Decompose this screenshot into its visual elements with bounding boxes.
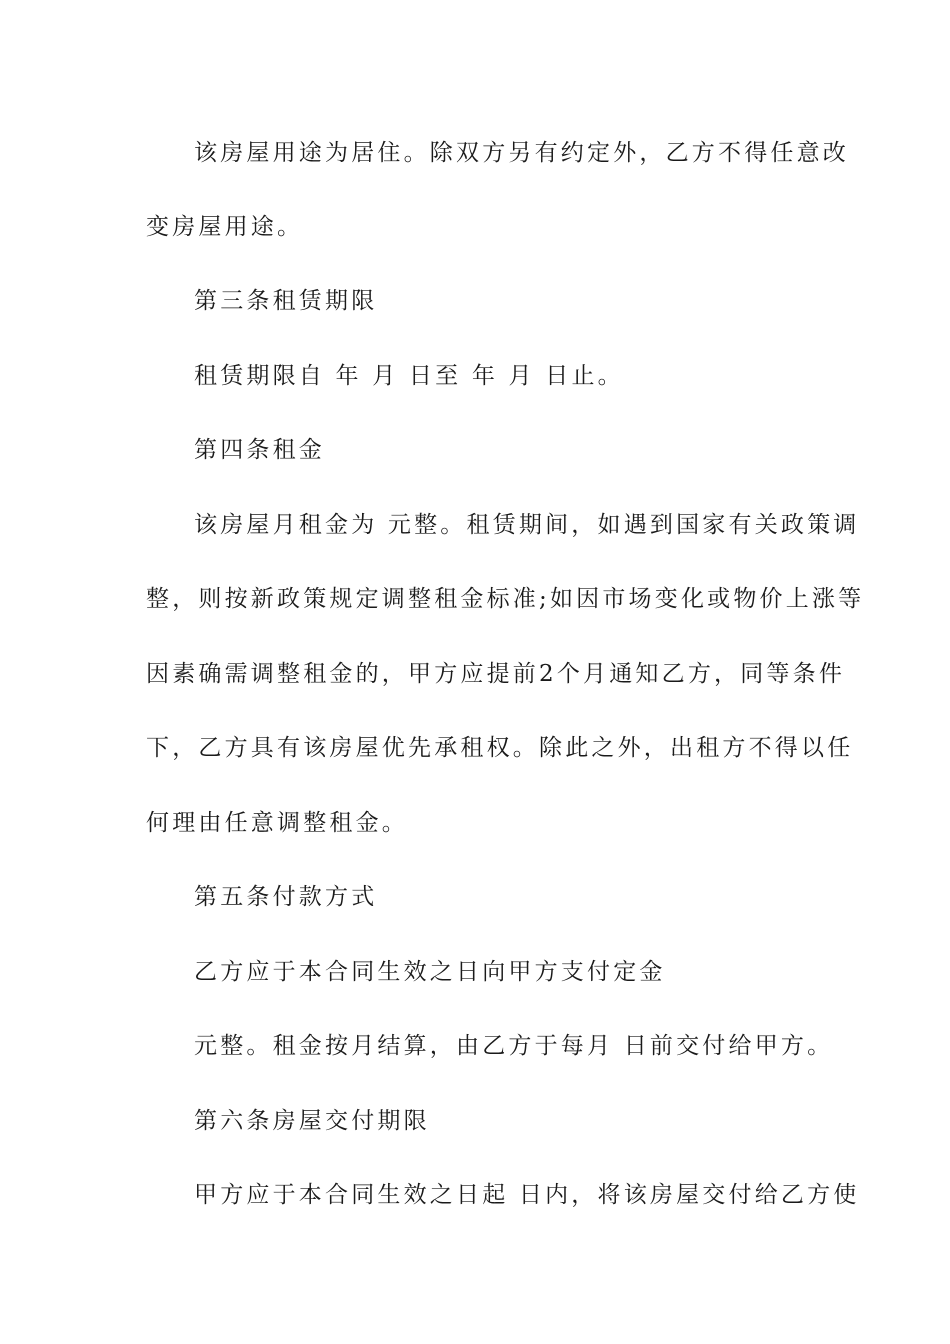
section-heading: 第六条房屋交付期限: [194, 1108, 430, 1134]
paragraph-line: 该房屋用途为居住。除双方另有约定外，乙方不得任意改: [194, 140, 849, 166]
paragraph-line: 乙方应于本合同生效之日向甲方支付定金: [194, 959, 666, 985]
paragraph-line: 整，则按新政策规定调整租金标准;如因市场变化或物价上涨等: [146, 586, 865, 612]
section-heading: 第三条租赁期限: [194, 288, 378, 314]
paragraph-line: 该房屋月租金为 元整。租赁期间，如遇到国家有关政策调: [194, 512, 860, 538]
section-heading: 第四条租金: [194, 437, 325, 463]
paragraph-line: 何理由任意调整租金。: [146, 810, 408, 836]
paragraph-line: 变房屋用途。: [146, 214, 304, 240]
paragraph-line: 元整。租金按月结算，由乙方于每月 日前交付给甲方。: [194, 1033, 834, 1059]
section-heading: 第五条付款方式: [194, 884, 378, 910]
paragraph-line: 租赁期限自 年 月 日至 年 月 日止。: [194, 363, 624, 389]
paragraph-line: 下，乙方具有该房屋优先承租权。除此之外，出租方不得以任: [146, 735, 854, 761]
paragraph-line: 甲方应于本合同生效之日起 日内，将该房屋交付给乙方使: [194, 1182, 860, 1208]
paragraph-line: 因素确需调整租金的，甲方应提前2个月通知乙方，同等条件: [146, 661, 846, 687]
